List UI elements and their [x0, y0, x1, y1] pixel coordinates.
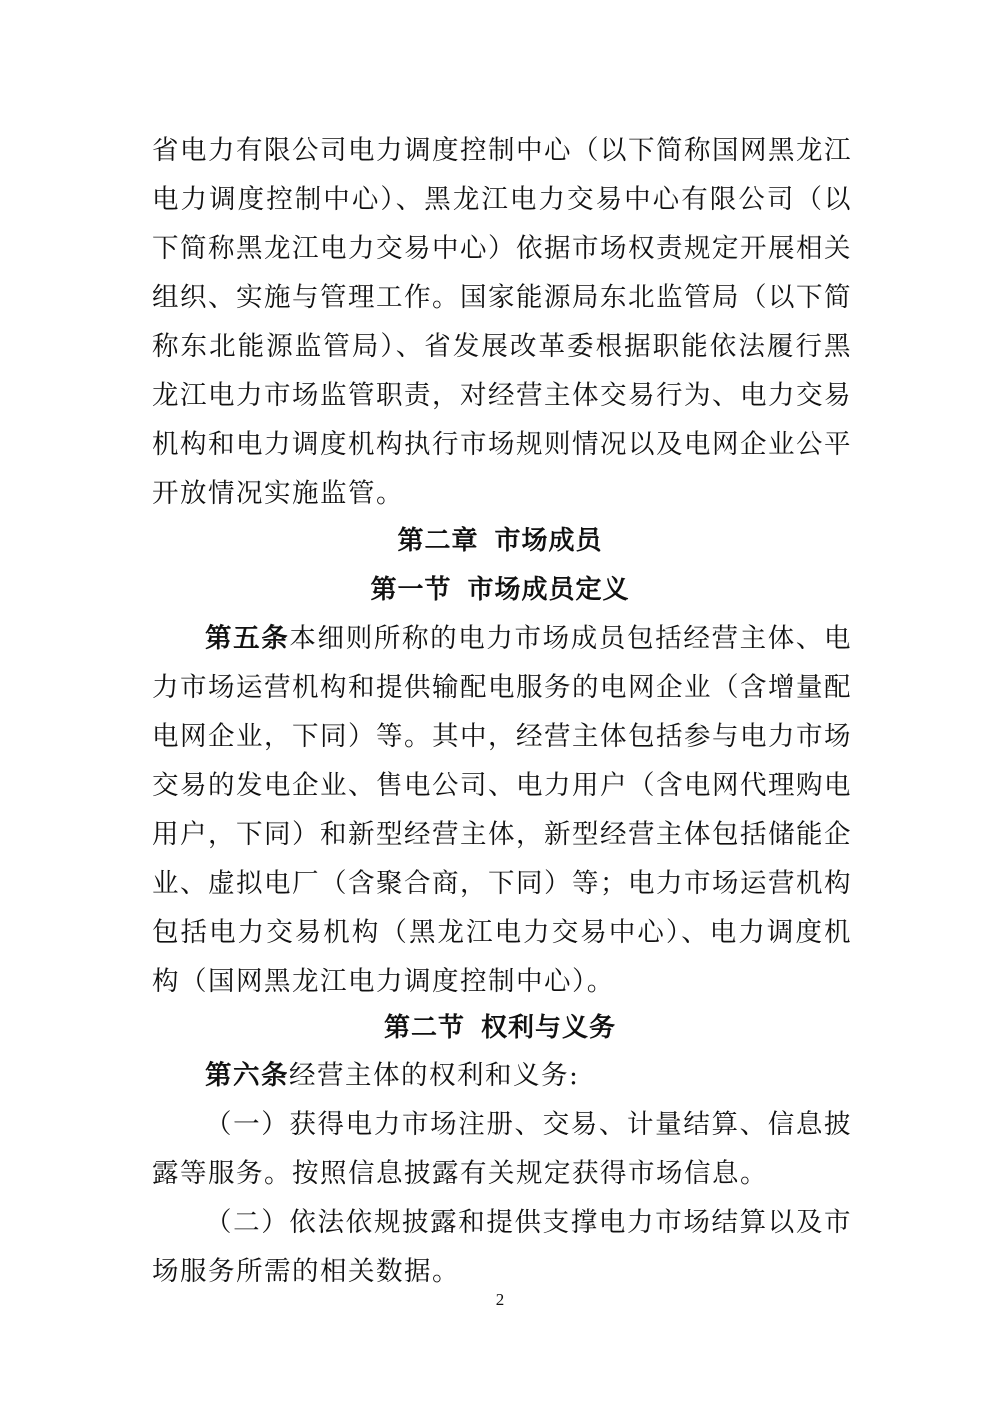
article-6-label: 第六条 [205, 1060, 289, 1091]
chapter-number: 第二章 [397, 526, 479, 556]
article-5-paragraph [152, 614, 852, 1006]
section-1-number: 第一节 [370, 575, 452, 605]
chapter-heading [0, 521, 1000, 561]
article-5-block [152, 614, 852, 1006]
intro-paragraph: 省电力有限公司电力调度控制中心（以下简称国网黑龙江电力调度控制中心）、黑龙江电力交易中心有限公司（以下简称黑龙江电力交易中心）依据市场权责规定开展相关组织、实施与管理工作。国家能源局东北监管局（以下简称东北能源监管局）、省发展改革委根据职能依法履行黑龙江电力市场监管职责，对经营主体交易行为、电力交易机构和电力调度机构执行市场规则情况以及电网企业公平开放情况实施监管。 [152, 135, 852, 509]
item-1-paragraph: （一）获得电力市场注册、交易、计量结算、信息披露等服务。按照信息披露有关规定获得市场信息。 [152, 1109, 852, 1189]
section-1-title: 市场成员定义 [467, 575, 630, 605]
article-6-paragraph [152, 1051, 852, 1100]
article-6-text: 经营主体的权利和义务: [289, 1060, 580, 1091]
intro-text-block [152, 126, 852, 518]
article-5-label: 第五条 [205, 623, 290, 654]
article-5-text: 本细则所称的电力市场成员包括经营主体、电力市场运营机构和提供输配电服务的电网企业（含增量配电网企业，下同）等。其中，经营主体包括参与电力市场交易的发电企业、售电公司、电力用户（含电网代理购电用户，下同）和新型经营主体，新型经营主体包括储能企业、虚拟电厂（含聚合商，下同）等；电力市场运营机构包括电力交易机构（黑龙江电力交易中心）、电力调度机构（国网黑龙江电力调度控制中心）。 [152, 623, 853, 997]
section-heading-2 [0, 1008, 1000, 1048]
article-6-block [152, 1051, 852, 1296]
page-number: 2 [495, 1290, 505, 1309]
section-2-number: 第二节 [383, 1013, 465, 1043]
chapter-title: 市场成员 [494, 526, 603, 556]
section-heading-1 [0, 570, 1000, 610]
section-2-title: 权利与义务 [481, 1013, 617, 1043]
item-2-paragraph: （二）依法依规披露和提供支撑电力市场结算以及市场服务所需的相关数据。 [152, 1207, 852, 1287]
